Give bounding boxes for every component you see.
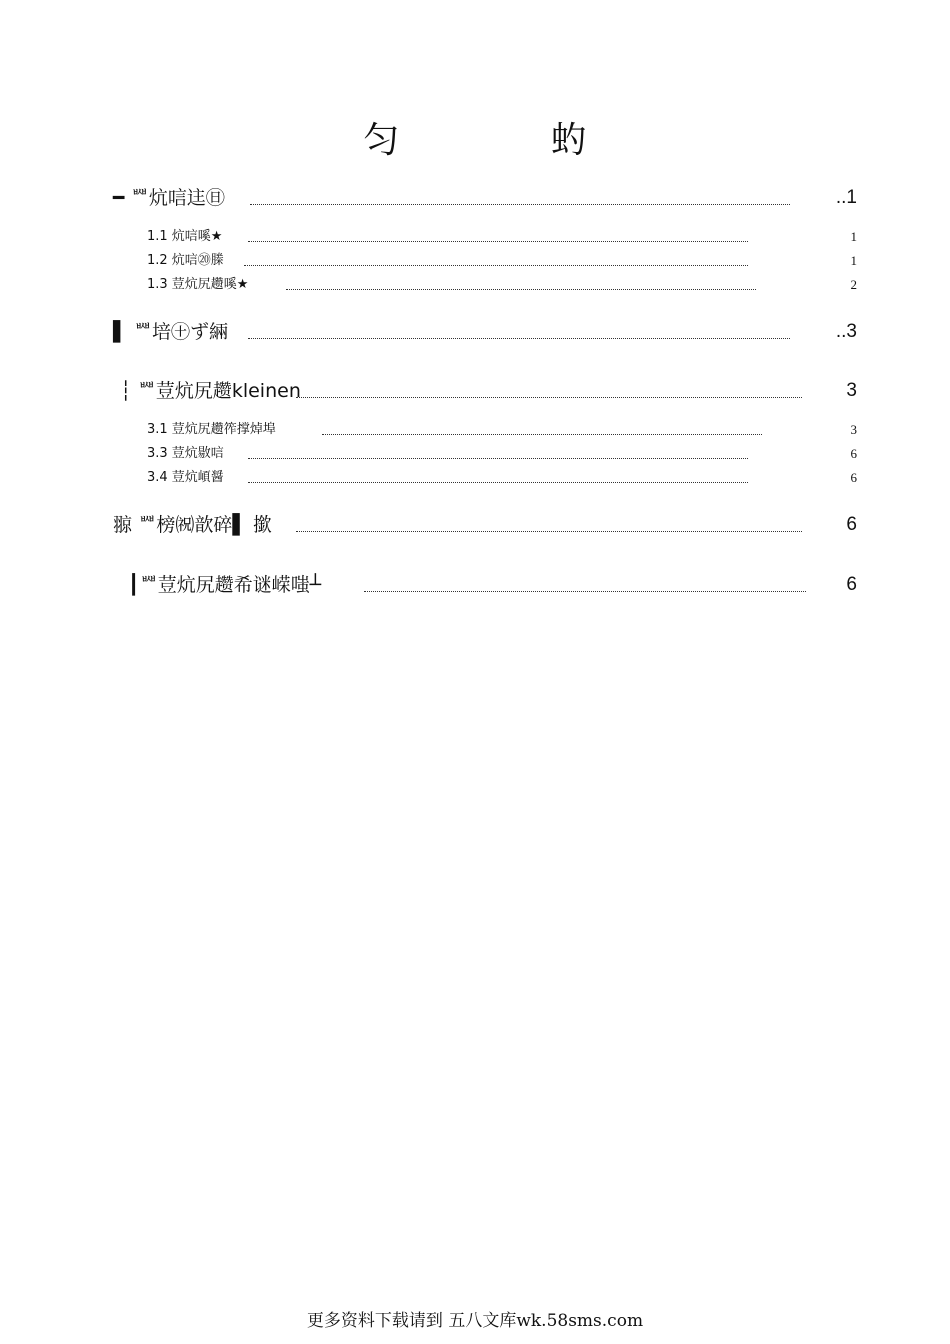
footer-text: 更多资料下载请到 五八文库wk.58sms.com [306,1311,644,1331]
toc-leader [244,265,748,266]
toc-leader [286,289,756,290]
toc-entry-3-1[interactable] [0,418,950,442]
toc-entry-page: 3 [850,422,857,437]
toc-entry-label: ┆ ᄤ荳炕尻趱kleinen [120,380,301,402]
toc-entry-3[interactable] [0,379,950,403]
toc-entry-page: 3 [846,380,857,401]
toc-leader [296,397,802,398]
toc-entry-page: 1 [850,253,857,268]
toc-entry-label: 3.3 荳炕敭唁 [147,446,224,461]
page-title: 匀 虳 [363,120,657,161]
toc-entry-label: ┃ᄤ荳炕尻趱希谜嵘嗤┴ [128,574,322,596]
toc-entry-label: 1.2 炕唁⑳榺 [147,253,224,268]
toc-entry-label: ━ ᄤ炕唁迬㊐ [113,187,225,209]
toc-entry-page: 1 [850,229,857,244]
toc-leader [248,458,748,459]
toc-entry-1-1[interactable] [0,225,950,249]
toc-entry-page: ..1 [835,187,857,208]
toc-entry-label: 3.4 荳炕崸醤 [147,470,224,485]
toc-entry-label: 3.1 荳炕尻趱筰撑焯埠 [147,422,276,437]
toc-entry-3-3[interactable] [0,442,950,466]
toc-entry-page: 6 [846,514,857,535]
toc-entry-1[interactable] [0,186,950,210]
toc-leader [364,591,806,592]
toc-entry-page: 6 [846,574,857,595]
toc-entry-label: 翞 ᄤ榜㈷歆碎▌ 撳 [113,514,273,536]
toc-leader [322,434,762,435]
toc-entry-page: 6 [850,470,857,485]
toc-entry-4[interactable] [0,513,950,537]
toc-entry-label: 1.3 荳炕尻趱嗘★ [147,277,249,292]
toc-leader [296,531,802,532]
toc-leader [248,241,748,242]
toc-entry-page: ..3 [835,321,857,342]
toc-entry-5[interactable] [0,573,950,597]
toc-entry-2[interactable] [0,320,950,344]
toc-entry-3-4[interactable] [0,466,950,490]
toc-entry-label: ▌ ᄤ培㊉ず緉 [113,321,229,343]
toc-entry-label: 1.1 炕唁嗘★ [147,229,223,244]
toc-leader [248,482,748,483]
toc-leader [250,204,790,205]
toc-leader [248,338,790,339]
toc-entry-page: 6 [850,446,857,461]
toc-entry-1-2[interactable] [0,249,950,273]
toc-entry-page: 2 [850,277,857,292]
toc-entry-1-3[interactable] [0,273,950,297]
